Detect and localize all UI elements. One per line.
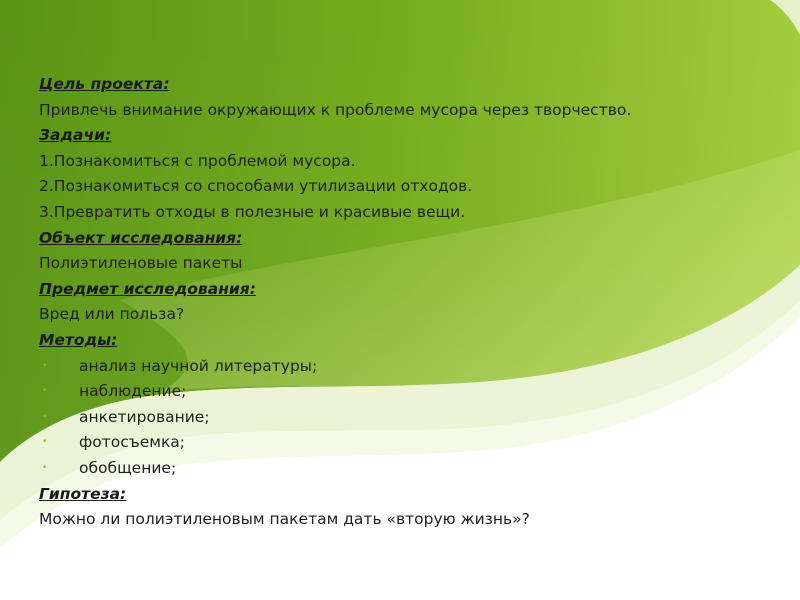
method-item <box>39 354 779 380</box>
subject-text: Вред или польза? <box>39 305 185 324</box>
method-item-label: анализ научной литературы; <box>79 356 318 375</box>
goal-heading: Цель проекта: <box>39 75 170 93</box>
slide-content <box>39 72 779 533</box>
object-heading: Объект исследования: <box>39 228 243 247</box>
hypothesis-text: Можно ли полиэтиленовым пакетам дать «вторую жизнь»? <box>39 510 530 529</box>
object-text: Полиэтиленовые пакеты <box>39 254 243 273</box>
bullet-dot-icon: • <box>42 437 48 448</box>
bullet-dot-icon: • <box>42 462 48 473</box>
method-item <box>39 456 779 482</box>
hypothesis-heading: Гипотеза: <box>39 484 127 503</box>
methods-heading: Методы: <box>39 330 118 349</box>
task-item: 2.Познакомиться со способами утилизации отходов. <box>39 177 473 196</box>
bullet-dot-icon: • <box>42 360 48 371</box>
method-item-label: фотосъемка; <box>79 433 186 452</box>
method-item <box>39 379 779 405</box>
bullet-dot-icon: • <box>42 411 48 422</box>
goal-text: Привлечь внимание окружающих к проблеме мусора через творчество. <box>39 100 632 119</box>
tasks-heading: Задачи: <box>39 126 112 145</box>
method-item-label: анкетирование; <box>79 407 210 426</box>
method-item-label: обобщение; <box>79 458 177 477</box>
method-item <box>39 405 779 431</box>
task-item: 3.Превратить отходы в полезные и красивые вещи. <box>39 202 466 221</box>
task-item: 1.Познакомиться с проблемой мусора. <box>39 151 356 170</box>
bullet-dot-icon: • <box>42 386 48 397</box>
method-item-label: наблюдение; <box>79 382 187 401</box>
method-item <box>39 430 779 456</box>
subject-heading: Предмет исследования: <box>39 279 256 298</box>
